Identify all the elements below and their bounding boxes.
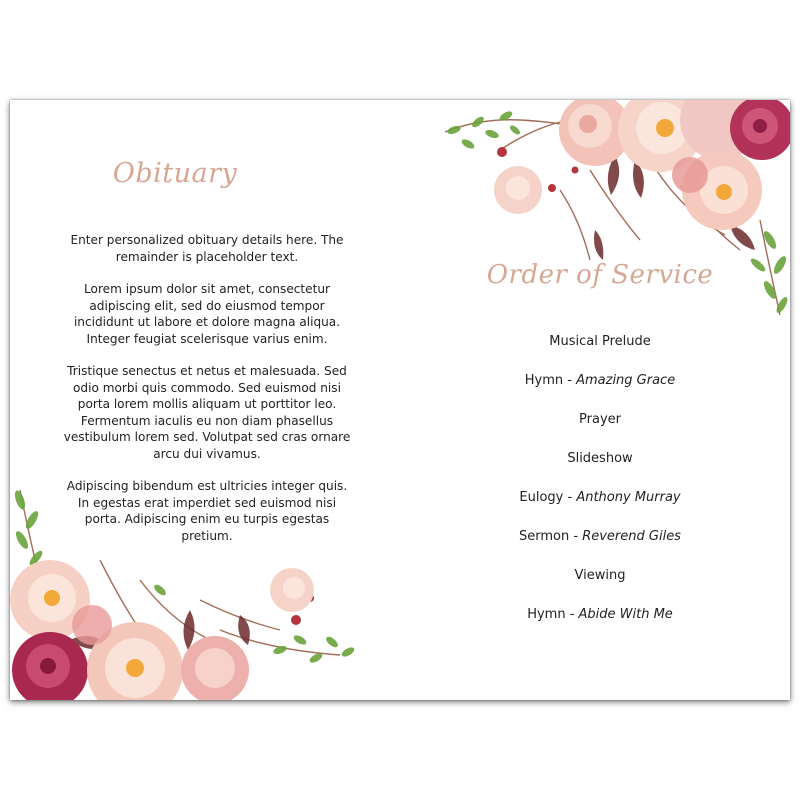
service-item xyxy=(400,445,790,484)
service-item xyxy=(400,484,790,523)
service-item-label: Musical Prelude xyxy=(549,334,651,349)
obituary-paragraph: Enter personalized obituary details here. The remainder is placeholder text. xyxy=(70,233,344,264)
service-item xyxy=(400,367,790,406)
obituary-title: Obituary xyxy=(112,158,238,189)
service-item-label: Slideshow xyxy=(567,451,633,466)
obituary-paragraph: Lorem ipsum dolor sit amet, consectetur adipiscing elit, sed do eiusmod tempor incididunt ut labore et dolore magna aliqua. Integer feugiat scelerisque varius enim. xyxy=(73,282,341,346)
floral-corner-bottom-left xyxy=(10,480,362,700)
service-item-label: Hymn - xyxy=(527,607,579,622)
service-item xyxy=(400,601,790,640)
service-item-label: Viewing xyxy=(574,568,626,583)
service-item-detail: Abide With Me xyxy=(578,607,673,622)
service-item-detail: Anthony Murray xyxy=(576,490,681,505)
service-item-detail: Amazing Grace xyxy=(576,373,676,388)
order-of-service-title: Order of Service xyxy=(486,260,714,290)
service-item xyxy=(400,562,790,601)
floral-corner-top-right xyxy=(440,100,790,325)
service-item-label: Sermon - xyxy=(519,529,583,544)
service-item-label: Hymn - xyxy=(524,373,577,388)
program-sheet xyxy=(10,100,790,700)
service-item xyxy=(400,406,790,445)
service-item-label: Prayer xyxy=(579,412,621,427)
service-list xyxy=(400,328,790,640)
service-item xyxy=(400,523,790,562)
service-item-label: Eulogy - xyxy=(519,490,577,505)
service-item xyxy=(400,328,790,367)
obituary-paragraph: Adipiscing bibendum est ultricies integer quis. In egestas erat imperdiet sed euismod nisi porta. Adipiscing enim eu turpis egestas pretium. xyxy=(66,479,348,543)
service-item-detail: Reverend Giles xyxy=(582,529,681,544)
obituary-paragraph: Tristique senectus et netus et malesuada. Sed odio morbi quis commodo. Sed euismod nisi porta lorem mollis aliquam ut porttitor leo. Fermentum iaculis eu non diam phasellus vestibulum lorem sed. Volutpat sed cras ornare arcu dui vivamus. xyxy=(63,364,351,461)
